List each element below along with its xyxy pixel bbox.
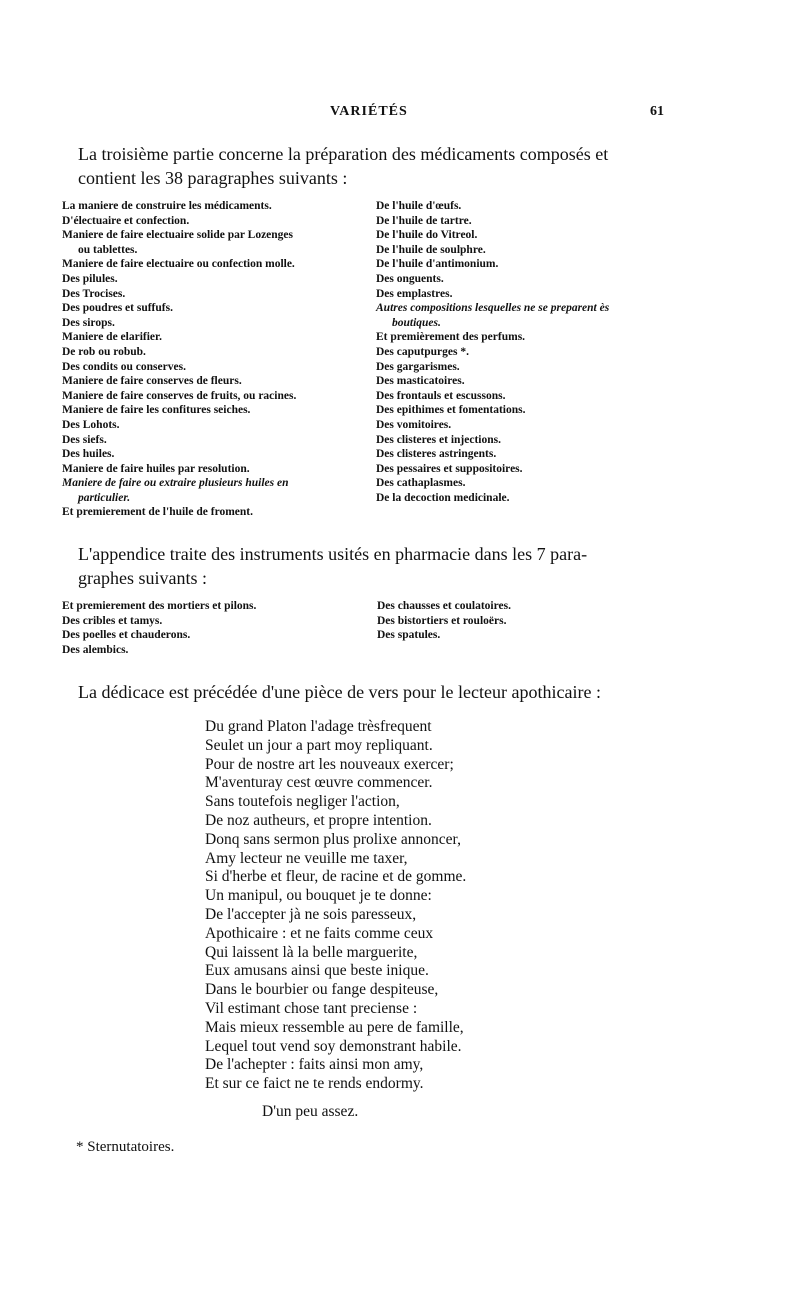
list-item: D'électuaire et confection. xyxy=(62,214,190,227)
list-item: boutiques. xyxy=(392,316,441,329)
list-item: Des frontauls et escussons. xyxy=(376,389,506,402)
list-item: Des epithimes et fomentations. xyxy=(376,404,526,417)
list-item: Maniere de faire ou extraire plusieurs huiles en xyxy=(62,477,289,490)
paragraph-line: La dédicace est précédée d'une pièce de vers pour le lecteur apothicaire : xyxy=(78,682,601,702)
list-item: Des gargarismes. xyxy=(376,360,460,373)
list-item: Maniere de faire electuaire solide par Lozenges xyxy=(62,229,294,242)
list-item: ou tablettes. xyxy=(78,243,138,256)
list-item: Des condits ou conserves. xyxy=(62,360,186,373)
poem-signature: D'un peu assez. xyxy=(262,1103,359,1120)
list-item: Des chausses et coulatoires. xyxy=(377,600,511,612)
poem-verse: De l'achepter : faits ainsi mon amy, xyxy=(205,1056,424,1074)
list-1-right-column xyxy=(376,199,609,505)
intro-paragraph-2 xyxy=(78,542,668,590)
list-item: De l'huile d'antimonium. xyxy=(376,258,499,271)
list-item: Et premierement des mortiers et pilons. xyxy=(62,600,257,612)
list-item: Des cribles et tamys. xyxy=(62,614,163,627)
poem-verse: Amy lecteur ne veuille me taxer, xyxy=(205,849,408,867)
list-item: De l'huile de tartre. xyxy=(376,214,472,227)
list-item: Des clisteres astringents. xyxy=(376,448,497,461)
list-item: Maniere de elarifier. xyxy=(62,331,162,344)
list-item: Des masticatoires. xyxy=(376,375,465,388)
list-item: Maniere de faire conserves de fleurs. xyxy=(62,375,242,388)
list-item: Maniere de faire conserves de fruits, ou racines. xyxy=(62,389,297,402)
poem-verse: De noz autheurs, et propre intention. xyxy=(205,811,432,829)
poem-verse: Lequel tout vend soy demonstrant habile. xyxy=(205,1037,462,1055)
list-item: De l'huile de soulphre. xyxy=(376,243,486,256)
list-item: De la decoction medicinale. xyxy=(376,491,510,504)
list-item: De l'huile d'œufs. xyxy=(376,200,462,212)
paragraph-line: La troisième partie concerne la préparation des médicaments composés et xyxy=(78,144,609,164)
footnote: * Sternutatoires. xyxy=(76,1139,175,1155)
list-item: Des sirops. xyxy=(62,316,115,329)
page-number: 61 xyxy=(650,104,664,119)
intro-paragraph-1 xyxy=(78,142,668,190)
list-item: Des bistortiers et rouloërs. xyxy=(377,614,507,627)
intro-paragraph-3 xyxy=(78,680,678,704)
poem-verse: Seulet un jour a part moy repliquant. xyxy=(205,736,433,754)
list-item: De rob ou robub. xyxy=(62,345,146,358)
paragraph-line: contient les 38 paragraphes suivants : xyxy=(78,168,348,188)
list-item: Des clisteres et injections. xyxy=(376,433,501,446)
poem-verse: Vil estimant chose tant preciense : xyxy=(205,999,418,1017)
dedication-poem xyxy=(205,718,466,1094)
list-item: Des spatules. xyxy=(377,629,441,642)
poem-verse: Et sur ce faict ne te rends endormy. xyxy=(205,1075,424,1093)
list-item: Maniere de faire huiles par resolution. xyxy=(62,462,250,475)
list-item: Des pessaires et suppositoires. xyxy=(376,462,523,475)
list-2-left-column xyxy=(62,599,256,657)
list-item: Maniere de faire les confitures seiches. xyxy=(62,404,251,417)
paragraph-line: L'appendice traite des instruments usités en pharmacie dans les 7 para- xyxy=(78,544,588,564)
poem-verse: Pour de nostre art les nouveaux exercer; xyxy=(205,755,454,773)
list-item: Des onguents. xyxy=(376,272,444,285)
running-title: VARIÉTÉS xyxy=(330,104,408,119)
list-item: Des pilules. xyxy=(62,272,118,285)
list-item: Des poelles et chauderons. xyxy=(62,629,191,642)
list-item: Maniere de faire electuaire ou confection molle. xyxy=(62,258,295,271)
list-item: Des emplastres. xyxy=(376,287,453,300)
paragraph-line: graphes suivants : xyxy=(78,568,207,588)
page-header xyxy=(0,104,800,126)
list-item: Des huiles. xyxy=(62,448,115,461)
poem-verse: Qui laissent là la belle marguerite, xyxy=(205,943,418,961)
poem-verse: Si d'herbe et fleur, de racine et de gomme. xyxy=(205,868,467,886)
poem-verse: De l'accepter jà ne sois paresseux, xyxy=(205,905,417,923)
list-item: particulier. xyxy=(78,491,131,504)
list-item: Autres compositions lesquelles ne se preparent ès xyxy=(376,302,610,315)
list-item: Des siefs. xyxy=(62,433,107,446)
poem-verse: Sans toutefois negliger l'action, xyxy=(205,793,400,811)
list-2-right-column xyxy=(377,599,511,643)
list-item: Et premièrement des perfums. xyxy=(376,331,526,344)
list-1-left-column xyxy=(62,199,296,520)
poem-verse: Eux amusans ainsi que beste inique. xyxy=(205,962,429,980)
list-item: Des Trocises. xyxy=(62,287,126,300)
list-item: Des alembics. xyxy=(62,643,129,656)
list-item: De l'huile do Vitreol. xyxy=(376,229,478,242)
poem-verse: Apothicaire : et ne faits comme ceux xyxy=(205,924,434,942)
list-item: La maniere de construire les médicaments. xyxy=(62,200,272,212)
list-item: Des caputpurges *. xyxy=(376,345,469,358)
poem-verse: Mais mieux ressemble au pere de famille, xyxy=(205,1018,464,1036)
list-item: Des vomitoires. xyxy=(376,418,452,431)
poem-verse: M'aventuray cest œuvre commencer. xyxy=(205,774,433,792)
list-item: Des Lohots. xyxy=(62,418,120,431)
poem-verse: Dans le bourbier ou fange despiteuse, xyxy=(205,981,439,999)
list-item: Des poudres et suffufs. xyxy=(62,302,173,315)
poem-verse: Donq sans sermon plus prolixe annoncer, xyxy=(205,830,461,848)
list-item: Des cathaplasmes. xyxy=(376,477,466,490)
poem-verse: Du grand Platon l'adage trèsfrequent xyxy=(205,718,432,735)
poem-verse: Un manipul, ou bouquet je te donne: xyxy=(205,887,432,905)
list-item: Et premierement de l'huile de froment. xyxy=(62,506,253,519)
